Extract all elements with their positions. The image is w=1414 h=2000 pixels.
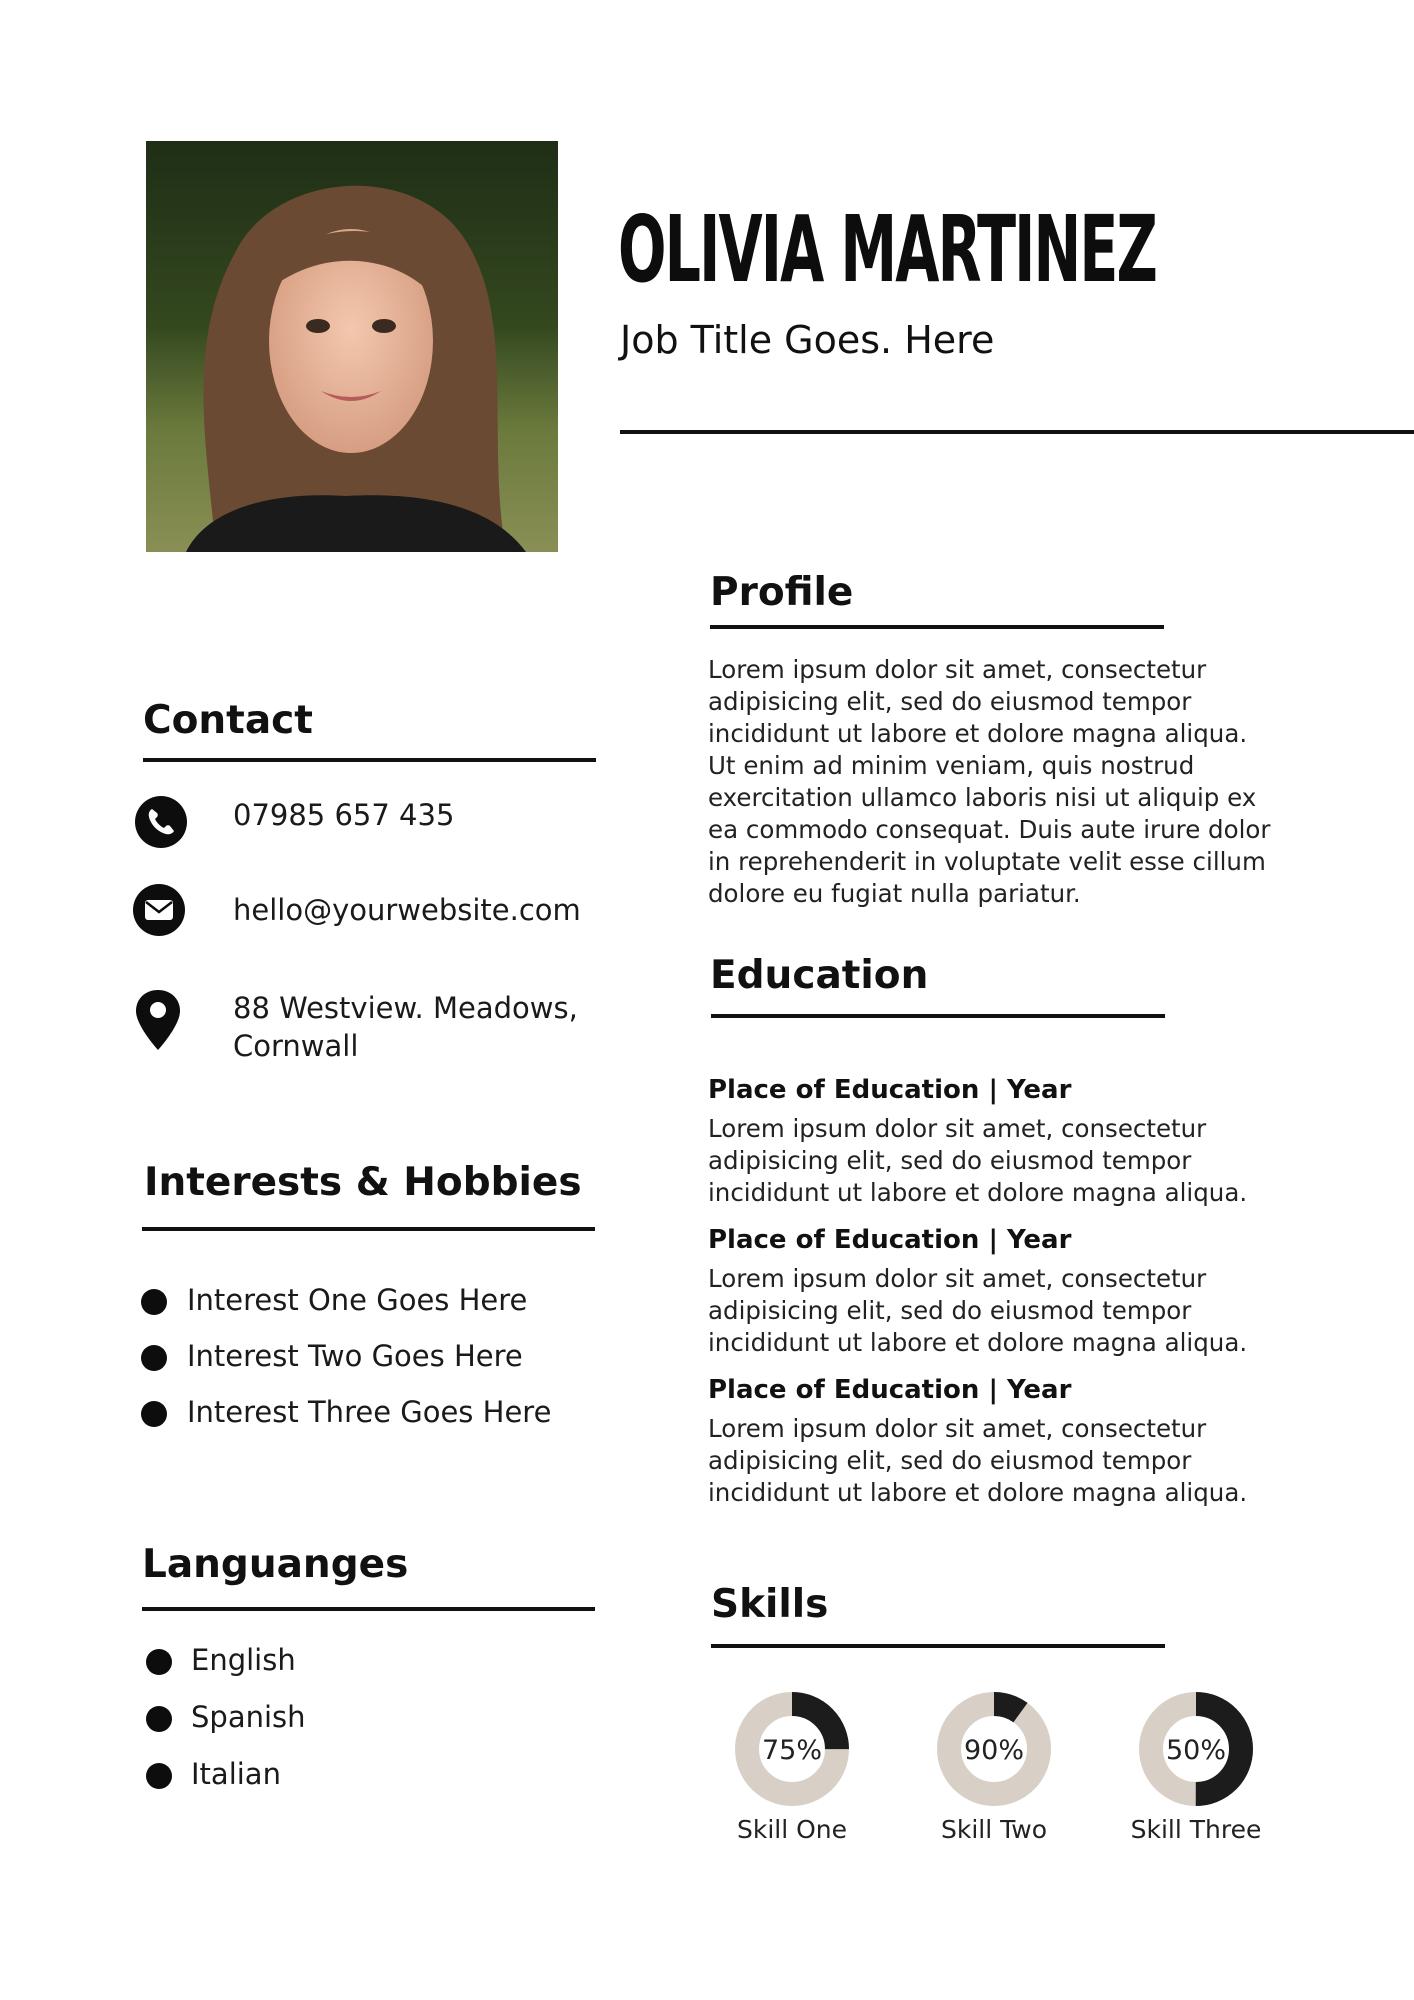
contact-phone: 07985 657 435 [233, 798, 455, 832]
skill-ring [733, 1690, 851, 1808]
list-item: Interest Two Goes Here [141, 1338, 551, 1394]
phone-icon [134, 795, 188, 849]
languages-list [146, 1642, 306, 1813]
list-item: Italian [146, 1756, 306, 1813]
profile-heading: Profile [710, 570, 854, 615]
contact-address-line1: 88 Westview. Meadows, [233, 991, 578, 1025]
skill-ring [1137, 1690, 1255, 1808]
mail-icon [132, 883, 186, 937]
profile-divider [710, 625, 1164, 629]
interests-divider [142, 1227, 595, 1231]
education-heading: Education [710, 953, 929, 998]
skill-percent: 75% [761, 1735, 823, 1766]
education-entry-text: Lorem ipsum dolor sit amet, consectetur adipisicing elit, sed do eiusmod tempor incididunt ut labore et dolore magna aliqua. [708, 1264, 1248, 1357]
candidate-name: OLIVIA MARTINEZ [618, 196, 1156, 303]
skill-ring [935, 1690, 1053, 1808]
list-item: Spanish [146, 1699, 306, 1756]
education-entry-text: Lorem ipsum dolor sit amet, consectetur adipisicing elit, sed do eiusmod tempor incididunt ut labore et dolore magna aliqua. [708, 1114, 1248, 1207]
contact-divider [143, 758, 596, 762]
profile-photo [146, 141, 558, 552]
skill-item [712, 1690, 872, 1846]
skills-heading: Skills [711, 1582, 829, 1627]
education-entry-title: Place of Education | Year [708, 1075, 1072, 1105]
list-item: English [146, 1642, 306, 1699]
languages-heading: Languanges [142, 1542, 409, 1587]
contact-email: hello@yourwebsite.com [233, 893, 581, 927]
skill-percent: 90% [963, 1735, 1025, 1766]
skill-label: Skill Three [1130, 1815, 1262, 1844]
education-entry-title: Place of Education | Year [708, 1375, 1072, 1405]
list-item: Interest Three Goes Here [141, 1394, 551, 1450]
education-entry-title: Place of Education | Year [708, 1225, 1072, 1255]
skill-item [1116, 1690, 1276, 1846]
profile-text: Lorem ipsum dolor sit amet, consectetur adipisicing elit, sed do eiusmod tempor incididunt ut labore et dolore magna aliqua. Ut enim ad minim veniam, quis nostrud exercitation ullamco laboris nisi ut aliquip ex ea commodo consequat. Duis aute irure dolor in reprehenderit in voluptate velit esse cillum dolore eu fugiat nulla pariatur. [708, 655, 1271, 908]
contact-heading: Contact [143, 698, 313, 743]
education-divider [711, 1014, 1165, 1018]
location-pin-icon [133, 988, 183, 1052]
skill-label: Skill One [736, 1815, 848, 1844]
languages-divider [142, 1607, 595, 1611]
interests-list [141, 1282, 551, 1450]
list-item: Interest One Goes Here [141, 1282, 551, 1338]
skills-divider [711, 1644, 1165, 1648]
interests-heading: Interests & Hobbies [144, 1160, 582, 1205]
skill-item [914, 1690, 1074, 1846]
skill-percent: 50% [1165, 1735, 1227, 1766]
header-divider [620, 430, 1414, 434]
contact-address-line2: Cornwall [233, 1029, 359, 1063]
education-entry-text: Lorem ipsum dolor sit amet, consectetur adipisicing elit, sed do eiusmod tempor incididunt ut labore et dolore magna aliqua. [708, 1414, 1248, 1507]
job-title: Job Title Goes. Here [620, 318, 995, 362]
skill-label: Skill Two [940, 1815, 1047, 1844]
